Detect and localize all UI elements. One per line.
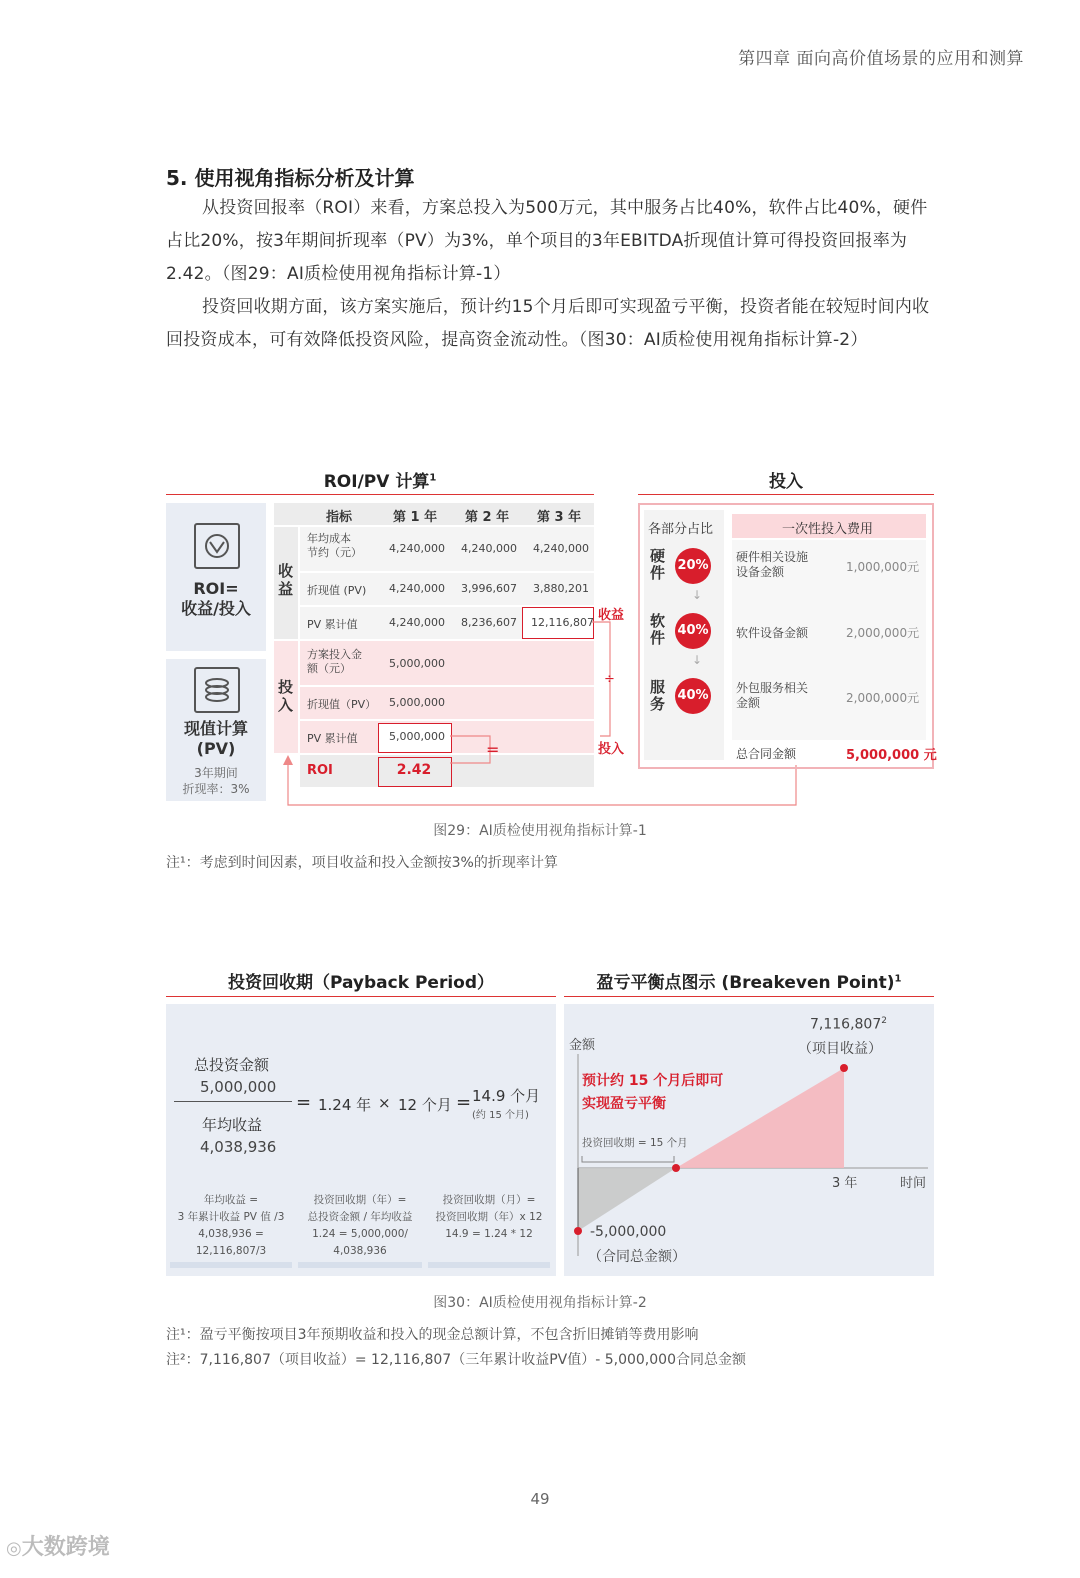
- side-income-label: 收益: [598, 608, 625, 623]
- chart-y-label: 金额: [569, 1038, 596, 1053]
- figure-30-note-2: 注²：7,116,807（项目收益）= 12,116,807（三年累计收益PV值）- 5,000,000合同总金额: [166, 1352, 746, 1368]
- divide-symbol: ÷: [604, 672, 615, 687]
- paragraph-roi: 从投资回报率（ROI）来看，方案总投入为500万元，其中服务占比40%，软件占比40%，硬件占比20%，按3年期间折现率（PV）为3%，单个项目的3年EBITDA折现值计算可得投资回报率为2.42。（图29：AI质检使用视角指标计算-1）: [166, 198, 928, 284]
- equals-sign: =: [296, 1092, 312, 1113]
- chart-x-label: 时间: [900, 1176, 927, 1191]
- figure-29-caption: 图29：AI质检使用视角指标计算-1: [433, 823, 647, 839]
- formula-annual-income: 年均收益 = 3 年累计收益 PV 值 /3 4,038,936 = 12,116,807/3: [177, 1194, 285, 1257]
- invest-desc: 软件设备金额: [736, 626, 809, 640]
- payback-title-underline: [166, 996, 556, 997]
- formula-bar: [298, 1262, 422, 1268]
- paragraph-payback: 投资回收期方面，该方案实施后，预计约15个月后即可实现盈亏平衡，投资者能在较短时间内收回投资成本，可有效降低投资风险，提高资金流动性。（图30：AI质检使用视角指标计算-2）: [166, 297, 930, 350]
- chart-payback-label: 投资回收期 = 15 个月: [582, 1137, 688, 1149]
- payback-bracket: [582, 1156, 674, 1162]
- roi-icon: [194, 523, 240, 569]
- table-cell: 4,240,000: [389, 582, 445, 595]
- figure-30-caption: 图30：AI质检使用视角指标计算-2: [433, 1295, 647, 1311]
- invest-desc: 外包服务相关 金额: [736, 681, 809, 710]
- invest-cat-software: 软 件: [650, 612, 666, 647]
- table-row-label: PV 累计值: [307, 618, 358, 631]
- chart-top-value: 7,116,807$^2$: [810, 1016, 887, 1033]
- invest-title-underline: [638, 494, 934, 495]
- roi-formula: ROI= 收益/投入: [181, 579, 251, 618]
- watermark-logo: ◎大数跨境: [6, 1535, 110, 1560]
- table-row-label: 年均成本 节约（元）: [307, 532, 362, 559]
- roi-pv-title: ROI/PV 计算$^1$: [323, 472, 437, 492]
- breakeven-title-underline: [564, 996, 934, 997]
- table-cell: 3,996,607: [461, 582, 517, 595]
- equals-sign-2: =: [456, 1092, 472, 1113]
- total-contract-label: 总合同金额: [736, 747, 797, 761]
- times-sign: ×: [378, 1094, 391, 1112]
- pv-label: 现值计算 (PV): [183, 719, 248, 758]
- result-months: 14.9 个月: [472, 1087, 541, 1105]
- breakeven-title: 盈亏平衡点图示 (Breakeven Point)$^1$: [596, 973, 902, 993]
- annual-income-value: 4,038,936: [200, 1138, 277, 1156]
- page-number: 49: [530, 1490, 550, 1508]
- table-cell: 5,000,000: [389, 657, 445, 670]
- formula-bar: [170, 1262, 292, 1268]
- figure-30-note-1: 注¹：盈亏平衡按项目3年预期收益和投入的现金总额计算，不包含折旧摊销等费用影响: [166, 1327, 699, 1343]
- equals-symbol: =: [486, 740, 500, 759]
- result-approx: (约 15 个月): [472, 1110, 529, 1121]
- table-cell: 8,236,607: [461, 616, 517, 629]
- table-cell: 4,240,000: [461, 542, 517, 555]
- table-row-label: 方案投入金 额（元）: [307, 648, 362, 675]
- invest-amount: 1,000,000元: [846, 560, 920, 574]
- chart-year3-label: 3 年: [832, 1176, 858, 1191]
- roi-row-label: ROI: [307, 763, 333, 778]
- section-heading: 5. 使用视角指标分析及计算: [166, 166, 415, 190]
- invest-amount: 2,000,000元: [846, 691, 920, 705]
- pct-badge-service: 40%: [675, 678, 711, 714]
- total-invest-label: 总投资金额: [194, 1056, 270, 1074]
- table-cell: 4,240,000: [533, 542, 589, 555]
- formula-bar: [428, 1262, 550, 1268]
- invest-amount: 2,000,000元: [846, 626, 920, 640]
- roi-box: [166, 503, 266, 651]
- chart-top-label: （项目收益）: [798, 1041, 882, 1057]
- chart-bottom-value: -5,000,000: [590, 1224, 667, 1240]
- table-cell: 4,240,000: [389, 542, 445, 555]
- table-row-label: PV 累计值: [307, 732, 358, 745]
- chart-bottom-label: （合同总金额）: [588, 1249, 686, 1265]
- watermark-icon: ◎: [6, 1538, 22, 1559]
- years-value: 1.24 年: [318, 1096, 372, 1114]
- invest-header-cost: 一次性投入费用: [782, 522, 874, 537]
- data-point-end: [840, 1064, 848, 1072]
- invest-cat-hardware: 硬 件: [650, 547, 666, 582]
- total-invest-value: 5,000,000: [200, 1078, 277, 1096]
- income-group-label: 收 益: [278, 562, 294, 598]
- total-contract-value: 5,000,000 元: [846, 748, 937, 763]
- pct-badge-hardware: 20%: [675, 548, 711, 584]
- table-row-label: 折现值（PV）: [307, 698, 377, 711]
- table-cell: 5,000,000: [389, 696, 445, 709]
- side-invest-label: 投入: [598, 742, 625, 757]
- roi-title-underline: [166, 494, 594, 495]
- fraction-line: [174, 1101, 292, 1102]
- invest-cat-service: 服 务: [650, 678, 666, 713]
- table-cell: 4,240,000: [389, 616, 445, 629]
- data-point-start: [574, 1227, 582, 1235]
- chart-callout: 预计约 15 个月后即可 实现盈亏平衡: [582, 1073, 724, 1112]
- table-row-label: 折现值 (PV): [307, 584, 367, 597]
- table-header-metric: 指标: [326, 510, 353, 525]
- formula-payback-months: 投资回收期（月）= 投资回收期（年）x 12 14.9 = 1.24 * 12: [435, 1194, 543, 1240]
- pct-badge-software: 40%: [675, 613, 711, 649]
- annual-income-label: 年均收益: [202, 1116, 263, 1134]
- arrow-down-icon: ↓: [692, 653, 703, 667]
- loss-area: [578, 1168, 676, 1231]
- payback-title: 投资回收期（Payback Period）: [227, 973, 495, 993]
- data-point-breakeven: [672, 1164, 680, 1172]
- formula-payback-years: 投资回收期（年）= 总投资金额 / 年均收益 1.24 = 5,000,000/ 4,038,936: [307, 1194, 413, 1257]
- arrow-down-icon: ↓: [692, 588, 703, 602]
- pv-sub: 3年期间 折现率：3%: [182, 766, 250, 796]
- table-cell: 5,000,000: [389, 730, 445, 743]
- invest-desc: 硬件相关设施 设备金额: [736, 550, 809, 579]
- figure-29-note: 注¹：考虑到时间因素，项目收益和投入金额按3%的折现率计算: [166, 855, 558, 871]
- table-header-year1: 第 1 年: [393, 510, 438, 525]
- table-header-year2: 第 2 年: [465, 510, 510, 525]
- months12-value: 12 个月: [398, 1096, 452, 1114]
- chapter-header: 第四章 面向高价值场景的应用和测算: [738, 49, 1024, 69]
- pv-box: [166, 659, 266, 801]
- invest-header-pct: 各部分占比: [648, 522, 714, 537]
- table-header-year3: 第 3 年: [537, 510, 582, 525]
- invest-title: 投入: [769, 472, 803, 492]
- table-cell: 3,880,201: [533, 582, 589, 595]
- table-cell: 12,116,807: [531, 616, 594, 629]
- invest-group-label: 投 入: [278, 678, 294, 714]
- coin-stack-icon: [194, 667, 240, 713]
- roi-value: 2.42: [396, 762, 432, 778]
